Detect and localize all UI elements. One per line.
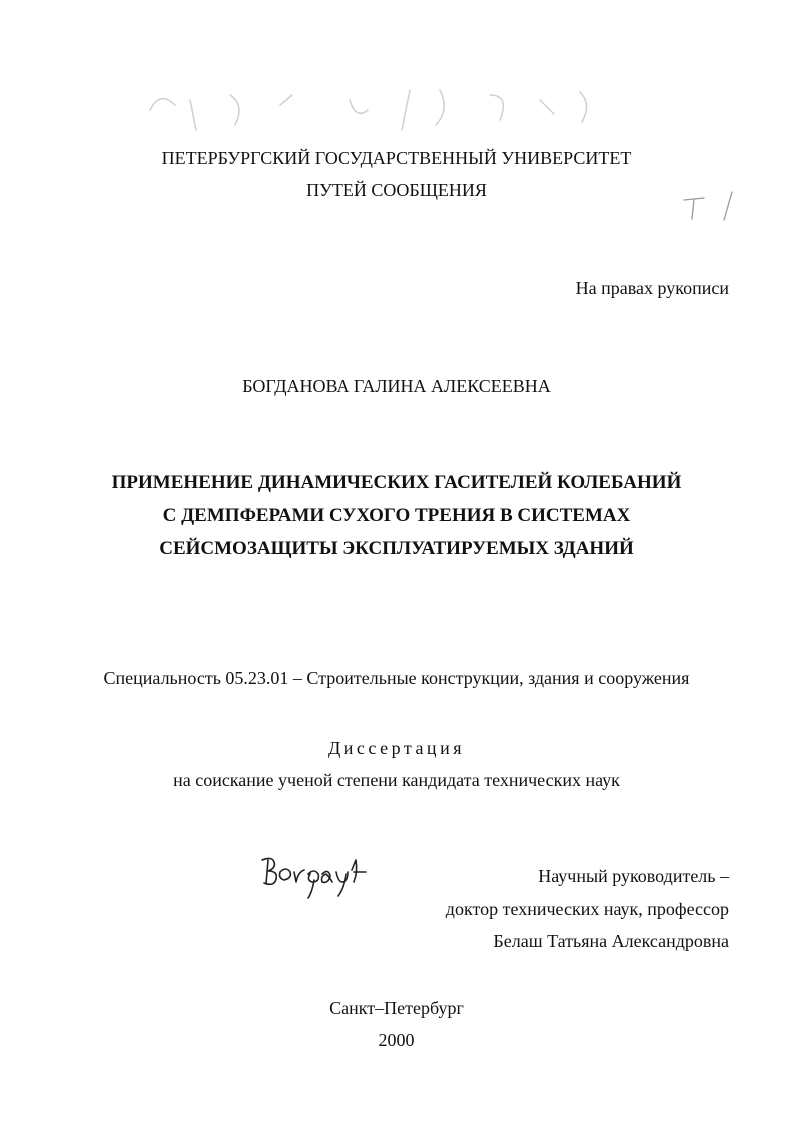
supervisor-degree: доктор технических наук, профессор [445, 899, 729, 919]
title-line2: С ДЕМПФЕРАМИ СУХОГО ТРЕНИЯ В СИСТЕМАХ [162, 505, 631, 526]
author-name: БОГДАНОВА ГАЛИНА АЛЕКСЕЕВНА [242, 376, 551, 396]
manuscript-note: На правах рукописи [575, 278, 729, 298]
degree-purpose: на соискание ученой степени кандидата технических наук [173, 770, 620, 790]
university-name-line2: ПУТЕЙ СООБЩЕНИЯ [306, 180, 487, 200]
faint-stamp-marks [110, 70, 670, 150]
specialty: Специальность 05.23.01 – Строительные конструкции, здания и сооружения [103, 668, 690, 688]
university-name-line1: ПЕТЕРБУРГСКИЙ ГОСУДАРСТВЕННЫЙ УНИВЕРСИТЕТ [161, 148, 632, 168]
supervisor-name: Белаш Татьяна Александровна [493, 931, 729, 951]
title-line1: ПРИМЕНЕНИЕ ДИНАМИЧЕСКИХ ГАСИТЕЛЕЙ КОЛЕБАНИЙ [111, 472, 682, 493]
title-line3: СЕЙСМОЗАЩИТЫ ЭКСПЛУАТИРУЕМЫХ ЗДАНИЙ [159, 538, 634, 559]
dissertation-label: Диссертация [328, 738, 465, 758]
city: Санкт–Петербург [329, 998, 464, 1018]
year: 2000 [378, 1030, 415, 1050]
supervisor-role: Научный руководитель – [538, 866, 729, 886]
author-signature [256, 850, 376, 905]
